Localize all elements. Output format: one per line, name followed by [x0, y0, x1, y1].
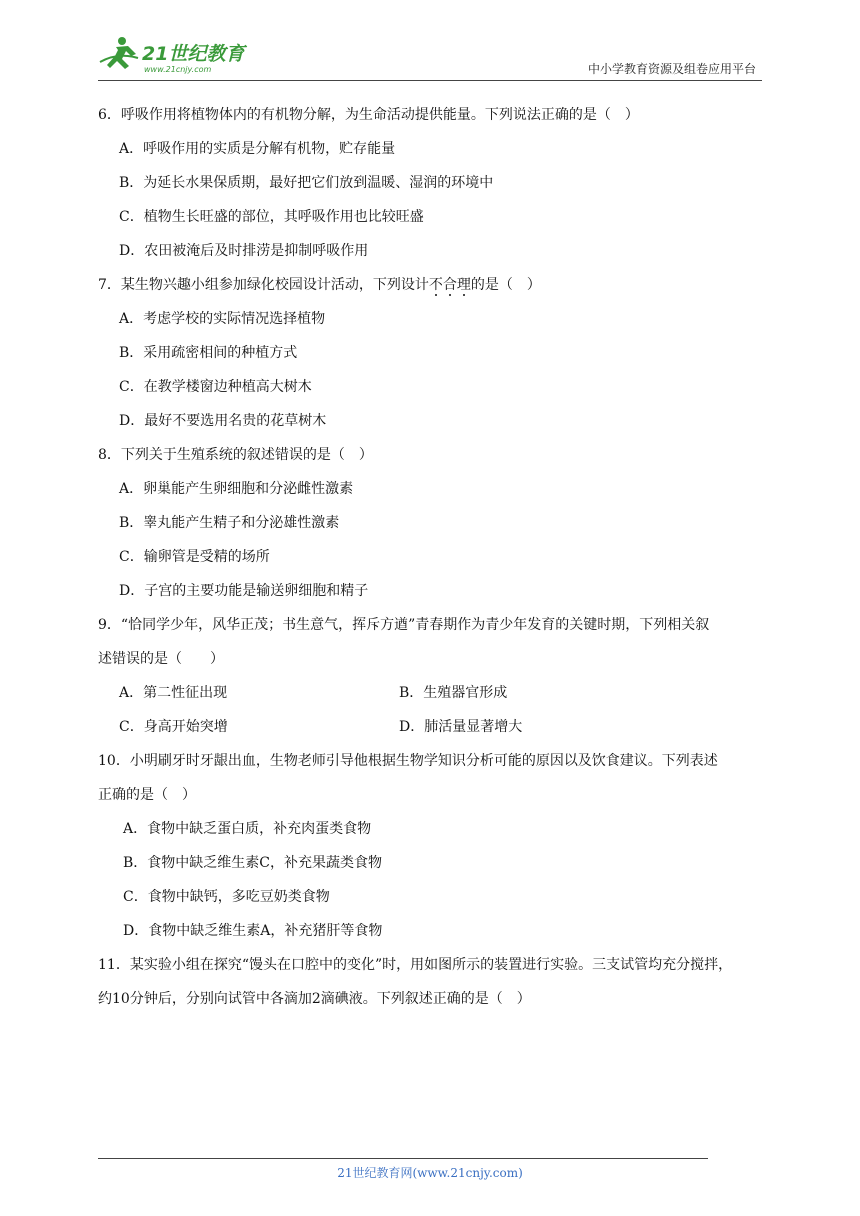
- question-stem-line2: 约10分钟后，分别向试管中各滴加2滴碘液。下列叙述正确的是（ ）: [98, 991, 531, 1007]
- logo: [98, 32, 258, 76]
- option-c: C．在教学楼窗边种植高大树木: [119, 379, 312, 395]
- option-c: C．输卵管是受精的场所: [119, 549, 270, 565]
- question-stem: 8．下列关于生殖系统的叙述错误的是（ ）: [98, 447, 373, 463]
- option-d: D．最好不要选用名贵的花草树木: [119, 413, 327, 429]
- option-b: B．食物中缺乏维生素C，补充果蔬类食物: [123, 855, 382, 871]
- question-11: [98, 948, 762, 1016]
- option-a: A．卵巢能产生卵细胞和分泌雌性激素: [119, 481, 354, 497]
- question-stem-line1: 10．小明刷牙时牙龈出血，生物老师引导他根据生物学知识分析可能的原因以及饮食建议。下列表述: [98, 753, 718, 769]
- option-d: D．农田被淹后及时排涝是抑制呼吸作用: [119, 243, 369, 259]
- option-b: B．睾丸能产生精子和分泌雄性激素: [119, 515, 340, 531]
- emphasis-text: [429, 277, 471, 293]
- option-c: C．食物中缺钙，多吃豆奶类食物: [123, 889, 330, 905]
- logo-url: www.21cnjy.com: [144, 65, 212, 74]
- option-a: A．第二性征出现: [119, 685, 228, 701]
- option-b: B．为延长水果保质期，最好把它们放到温暖、湿润的环境中: [119, 175, 494, 191]
- platform-name: 中小学教育资源及组卷应用平台: [587, 62, 756, 76]
- option-row: [98, 676, 762, 710]
- question-list: [98, 98, 762, 1016]
- option-c: C．身高开始突增: [119, 719, 228, 735]
- option-d: D．食物中缺乏维生素A，补充猪肝等食物: [123, 923, 383, 939]
- option-d: D．子宫的主要功能是输送卵细胞和精子: [119, 583, 369, 599]
- page-header: [98, 30, 762, 78]
- question-stem-post: 的是（ ）: [470, 277, 541, 293]
- question-stem-line2: 正确的是（ ）: [98, 787, 196, 803]
- question-6: [98, 98, 762, 132]
- question-stem-line1: 9．“恰同学少年，风华正茂；书生意气，挥斥方遒”青春期作为青少年发育的关键时期，下列相关叙: [98, 617, 710, 633]
- option-a: A．食物中缺乏蛋白质，补充肉蛋类食物: [123, 821, 372, 837]
- question-9: [98, 608, 762, 676]
- question-10: [98, 744, 762, 812]
- option-d: D．肺活量显著增大: [399, 719, 523, 735]
- question-8: [98, 438, 762, 472]
- option-c: C．植物生长旺盛的部位，其呼吸作用也比较旺盛: [119, 209, 424, 225]
- option-a: A．考虑学校的实际情况选择植物: [119, 311, 326, 327]
- option-b: B．采用疏密相间的种植方式: [119, 345, 298, 361]
- option-a: A．呼吸作用的实质是分解有机物，贮存能量: [119, 141, 396, 157]
- option-b: B．生殖器官形成: [399, 685, 508, 701]
- emphasis-word: 不合理: [428, 277, 471, 293]
- footer-divider: [98, 1158, 708, 1159]
- question-7: [98, 268, 762, 302]
- question-stem: 6．呼吸作用将植物体内的有机物分解，为生命活动提供能量。下列说法正确的是（ ）: [98, 107, 639, 123]
- header-divider: [98, 80, 762, 81]
- question-stem-line2: 述错误的是（ ）: [98, 651, 224, 667]
- option-row: [98, 710, 762, 744]
- question-stem-pre: 7．某生物兴趣小组参加绿化校园设计活动，下列设计: [98, 277, 429, 293]
- logo-text: 21世纪教育: [142, 43, 245, 65]
- page-footer: 21世纪教育网(www.21cnjy.com): [337, 1166, 523, 1180]
- question-stem-line1: 11．某实验小组在探究“馒头在口腔中的变化”时，用如图所示的装置进行实验。三支试管均充分搅拌，: [98, 957, 733, 973]
